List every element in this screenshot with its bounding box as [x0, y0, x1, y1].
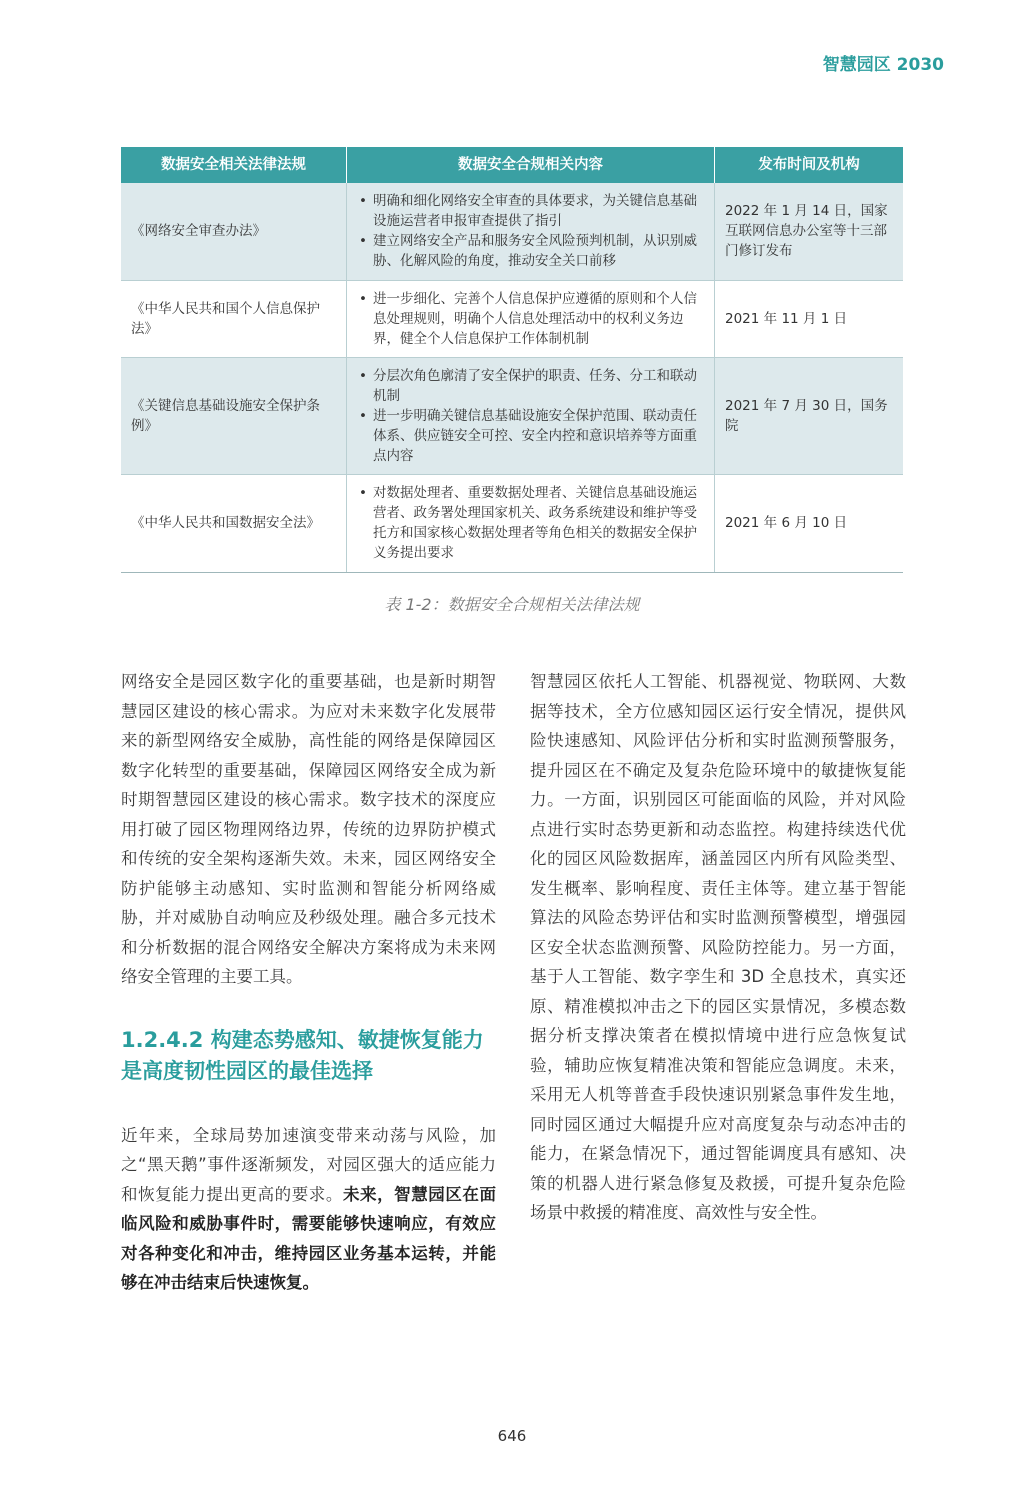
- content-cell: [347, 474, 715, 572]
- body-paragraph: 智慧园区依托人工智能、机器视觉、物联网、大数据等技术，全方位感知园区运行安全情况，提供风险快速感知、风险评估分析和实时监测预警服务，提升园区在不确定及复杂危险环境中的敏捷恢复能力。一方面，识别园区可能面临的风险，并对风险点进行实时态势更新和动态监控。构建持续迭代优化的园区风险数据库，涵盖园区内所有风险类型、发生概率、影响程度、责任主体等。建立基于智能算法的风险态势评估和实时监测预警模型，增强园区安全状态监测预警、风险防控能力。另一方面，基于人工智能、数字孪生和 3D 全息技术，真实还原、精准模拟冲击之下的园区实景情况，多模态数据分析支撑决策者在模拟情境中进行应急恢复试验，辅助应恢复精准决策和智能应急调度。未来，采用无人机等普查手段快速识别紧急事件发生地，同时园区通过大幅提升应对高度复杂与动态冲击的能力，在紧急情况下，通过智能调度具有感知、决策的机器人进行紧急修复及救援，可提升复杂危险场景中救援的精准度、高效性与安全性。: [530, 672, 906, 1222]
- content-item: • 明确和细化网络安全审查的具体要求，为关键信息基础设施运营者申报审查提供了指引: [357, 191, 704, 231]
- paragraph-plain-text: 近年来，全球局势加速演变带来动荡与风险，加之“黑天鹅”事件逐渐频发，对园区强大的适应能力和恢复能力提出更高的要求。: [121, 1125, 496, 1204]
- table-row: [121, 357, 903, 474]
- section-heading: 1.2.4.2 构建态势感知、敏捷恢复能力是高度韧性园区的最佳选择: [121, 1027, 484, 1083]
- law-name-cell: 《网络安全审查办法》: [121, 183, 347, 280]
- page-number: 646: [497, 1427, 527, 1445]
- law-name-cell: 《中华人民共和国数据安全法》: [121, 474, 347, 572]
- date-cell: 2022 年 1 月 14 日，国家互联网信息办公室等十三部门修订发布: [715, 183, 904, 280]
- table-row: [121, 183, 903, 280]
- table-header-content: 数据安全合规相关内容: [347, 147, 715, 183]
- left-column: [121, 667, 496, 1298]
- law-name-cell: 《关键信息基础设施安全保护条例》: [121, 357, 347, 474]
- content-cell: [347, 357, 715, 474]
- date-cell: 2021 年 11 月 1 日: [715, 280, 904, 357]
- date-cell: 2021 年 7 月 30 日，国务院: [715, 357, 904, 474]
- law-name-cell: 《中华人民共和国个人信息保护法》: [121, 280, 347, 357]
- content-item: • 进一步明确关键信息基础设施安全保护范围、联动责任体系、供应链安全可控、安全内控和意识培养等方面重点内容: [357, 406, 704, 466]
- paragraph-bold-text: 未来，智慧园区在面临风险和威胁事件时，需要能够快速响应，有效应对各种变化和冲击，维持园区业务基本运转，并能够在冲击结束后快速恢复。: [121, 1184, 497, 1292]
- content-item: • 建立网络安全产品和服务安全风险预判机制，从识别威胁、化解风险的角度，推动安全关口前移: [357, 231, 704, 271]
- content-cell: [347, 280, 715, 357]
- table-header-date: 发布时间及机构: [715, 147, 904, 183]
- table-row: [121, 474, 903, 572]
- table-header-law: 数据安全相关法律法规: [121, 147, 347, 183]
- body-paragraph: [121, 1121, 496, 1298]
- content-item: • 进一步细化、完善个人信息保护应遵循的原则和个人信息处理规则，明确个人信息处理活动中的权利义务边界，健全个人信息保护工作体制机制: [357, 289, 704, 349]
- date-cell: 2021 年 6 月 10 日: [715, 474, 904, 572]
- content-cell: [347, 183, 715, 280]
- table-row: [121, 280, 903, 357]
- right-column: [530, 667, 906, 1228]
- law-table: [121, 147, 903, 573]
- content-item: • 对数据处理者、重要数据处理者、关键信息基础设施运营者、政务署处理国家机关、政务系统建设和维护等受托方和国家核心数据处理者等角色相关的数据安全保护义务提出要求: [357, 483, 704, 563]
- body-paragraph: 网络安全是园区数字化的重要基础，也是新时期智慧园区建设的核心需求。为应对未来数字化发展带来的新型网络安全威胁，高性能的网络是保障园区数字化转型的重要基础，保障园区网络安全成为新时期智慧园区建设的核心需求。数字技术的深度应用打破了园区物理网络边界，传统的边界防护模式和传统的安全架构逐渐失效。未来，园区网络安全防护能够主动感知、实时监测和智能分析网络威胁，并对威胁自动响应及秒级处理。融合多元技术和分析数据的混合网络安全解决方案将成为未来网络安全管理的主要工具。: [121, 672, 496, 986]
- content-list: [357, 366, 704, 466]
- table-caption: 表 1-2：数据安全合规相关法律法规: [384, 595, 640, 614]
- content-list: [357, 289, 704, 349]
- content-list: [357, 191, 704, 271]
- content-item: • 分层次角色廓清了安全保护的职责、任务、分工和联动机制: [357, 366, 704, 406]
- content-list: [357, 483, 704, 563]
- header-title: 智慧园区 2030: [822, 55, 944, 75]
- table-header-row: [121, 147, 903, 183]
